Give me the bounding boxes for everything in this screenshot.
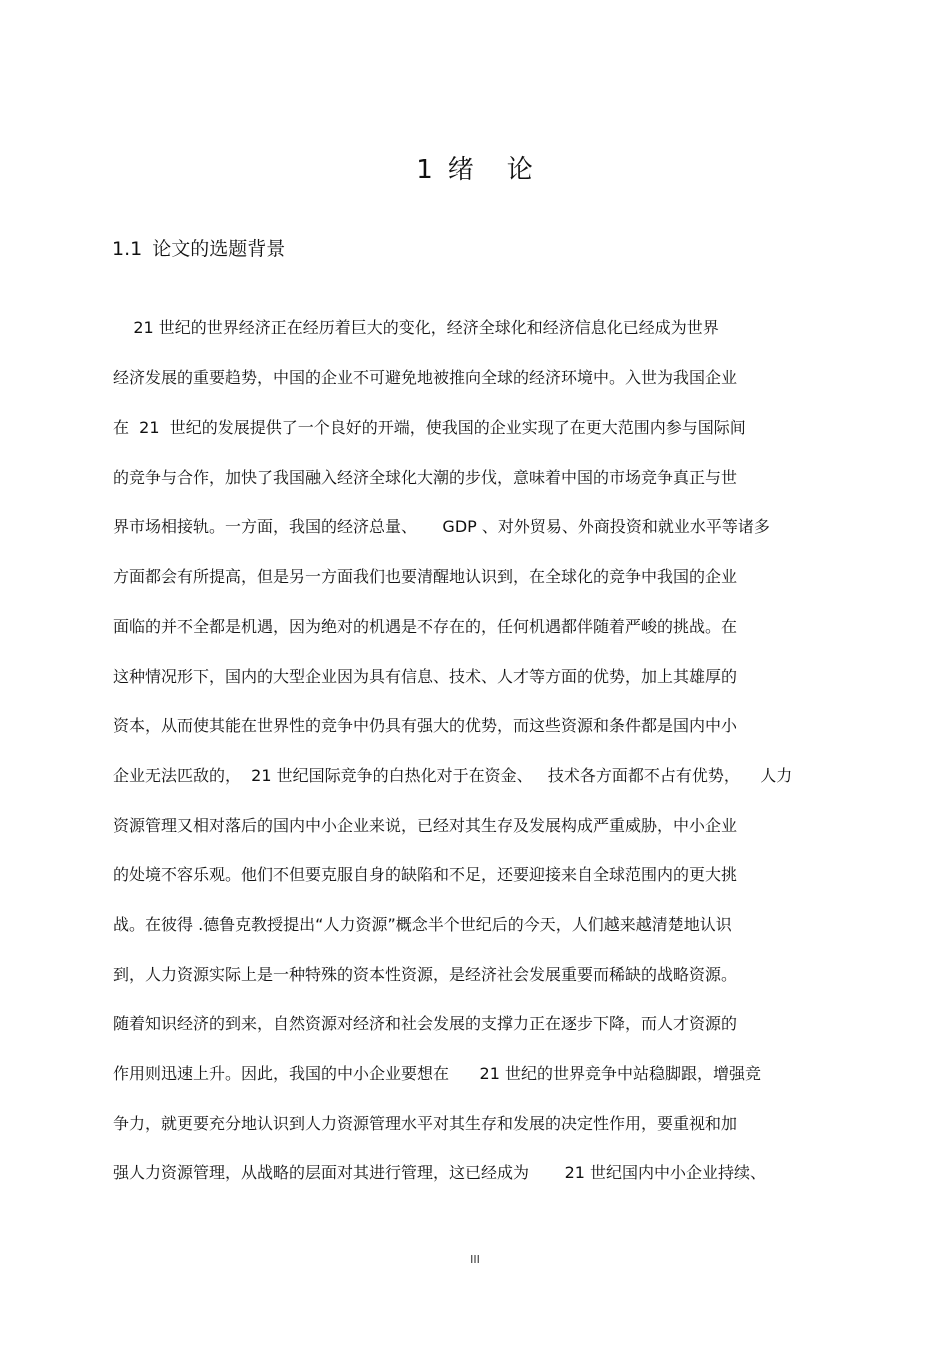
- body-line: 在 21 世纪的发展提供了一个良好的开端，使我国的企业实现了在更大范围内参与国际间: [113, 418, 746, 437]
- body-line: 战。在彼得 .德鲁克教授提出“人力资源”概念半个世纪后的今天，人们越来越清楚地认识: [113, 915, 732, 934]
- body-line: 资源管理又相对落后的国内中小企业来说，已经对其生存及发展构成严重威胁，中小企业: [113, 816, 738, 835]
- body-line: 21 世纪的世界经济正在经历着巨大的变化，经济全球化和经济信息化已经成为世界: [113, 318, 719, 337]
- body-line: 强人力资源管理，从战略的层面对其进行管理，这已经成为 21 世纪国内中小企业持续、: [113, 1163, 767, 1182]
- section-title: 论文的选题背景: [152, 238, 286, 260]
- body-line: 的竞争与合作，加快了我国融入经济全球化大潮的步伐，意味着中国的市场竞争真正与世: [113, 468, 738, 487]
- chapter-number: 1: [416, 155, 434, 185]
- body-line: 资本，从而使其能在世界性的竞争中仍具有强大的优势，而这些资源和条件都是国内中小: [113, 716, 738, 735]
- body-line: 随着知识经济的到来，自然资源对经济和社会发展的支撑力正在逐步下降，而人才资源的: [113, 1014, 738, 1033]
- body-line: 的处境不容乐观。他们不但要克服自身的缺陷和不足，还要迎接来自全球范围内的更大挑: [113, 865, 738, 884]
- section-heading: [112, 234, 285, 264]
- body-line: 这种情况形下，国内的大型企业因为具有信息、技术、人才等方面的优势，加上其雄厚的: [113, 667, 738, 686]
- body-line: 面临的并不全都是机遇，因为绝对的机遇是不存在的，任何机遇都伴随着严峻的挑战。在: [113, 617, 738, 636]
- section-number: 1.1: [112, 238, 143, 260]
- chapter-title: [0, 150, 950, 190]
- body-line: 方面都会有所提高，但是另一方面我们也要清醒地认识到，在全球化的竞争中我国的企业: [113, 567, 738, 586]
- body-line: 界市场相接轨。一方面，我国的经济总量、 GDP 、对外贸易、外商投资和就业水平等诸多: [113, 517, 770, 536]
- body-line: 争力，就更要充分地认识到人力资源管理水平对其生存和发展的决定性作用，要重视和加: [113, 1114, 738, 1133]
- chapter-title-part-2: 论: [506, 155, 534, 185]
- body-line: 作用则迅速上升。因此，我国的中小企业要想在 21 世纪的世界竞争中站稳脚跟，增强竞: [113, 1064, 761, 1083]
- page-number: III: [470, 1253, 480, 1266]
- chapter-title-part-1: 绪: [447, 155, 475, 185]
- body-line: 经济发展的重要趋势，中国的企业不可避免地被推向全球的经济环境中。入世为我国企业: [113, 368, 738, 387]
- body-line: 到，人力资源实际上是一种特殊的资本性资源，是经济社会发展重要而稀缺的战略资源。: [113, 965, 738, 984]
- body-line: 企业无法匹敌的， 21 世纪国际竞争的白热化对于在资金、 技术各方面都不占有优势， 人力: [113, 766, 793, 785]
